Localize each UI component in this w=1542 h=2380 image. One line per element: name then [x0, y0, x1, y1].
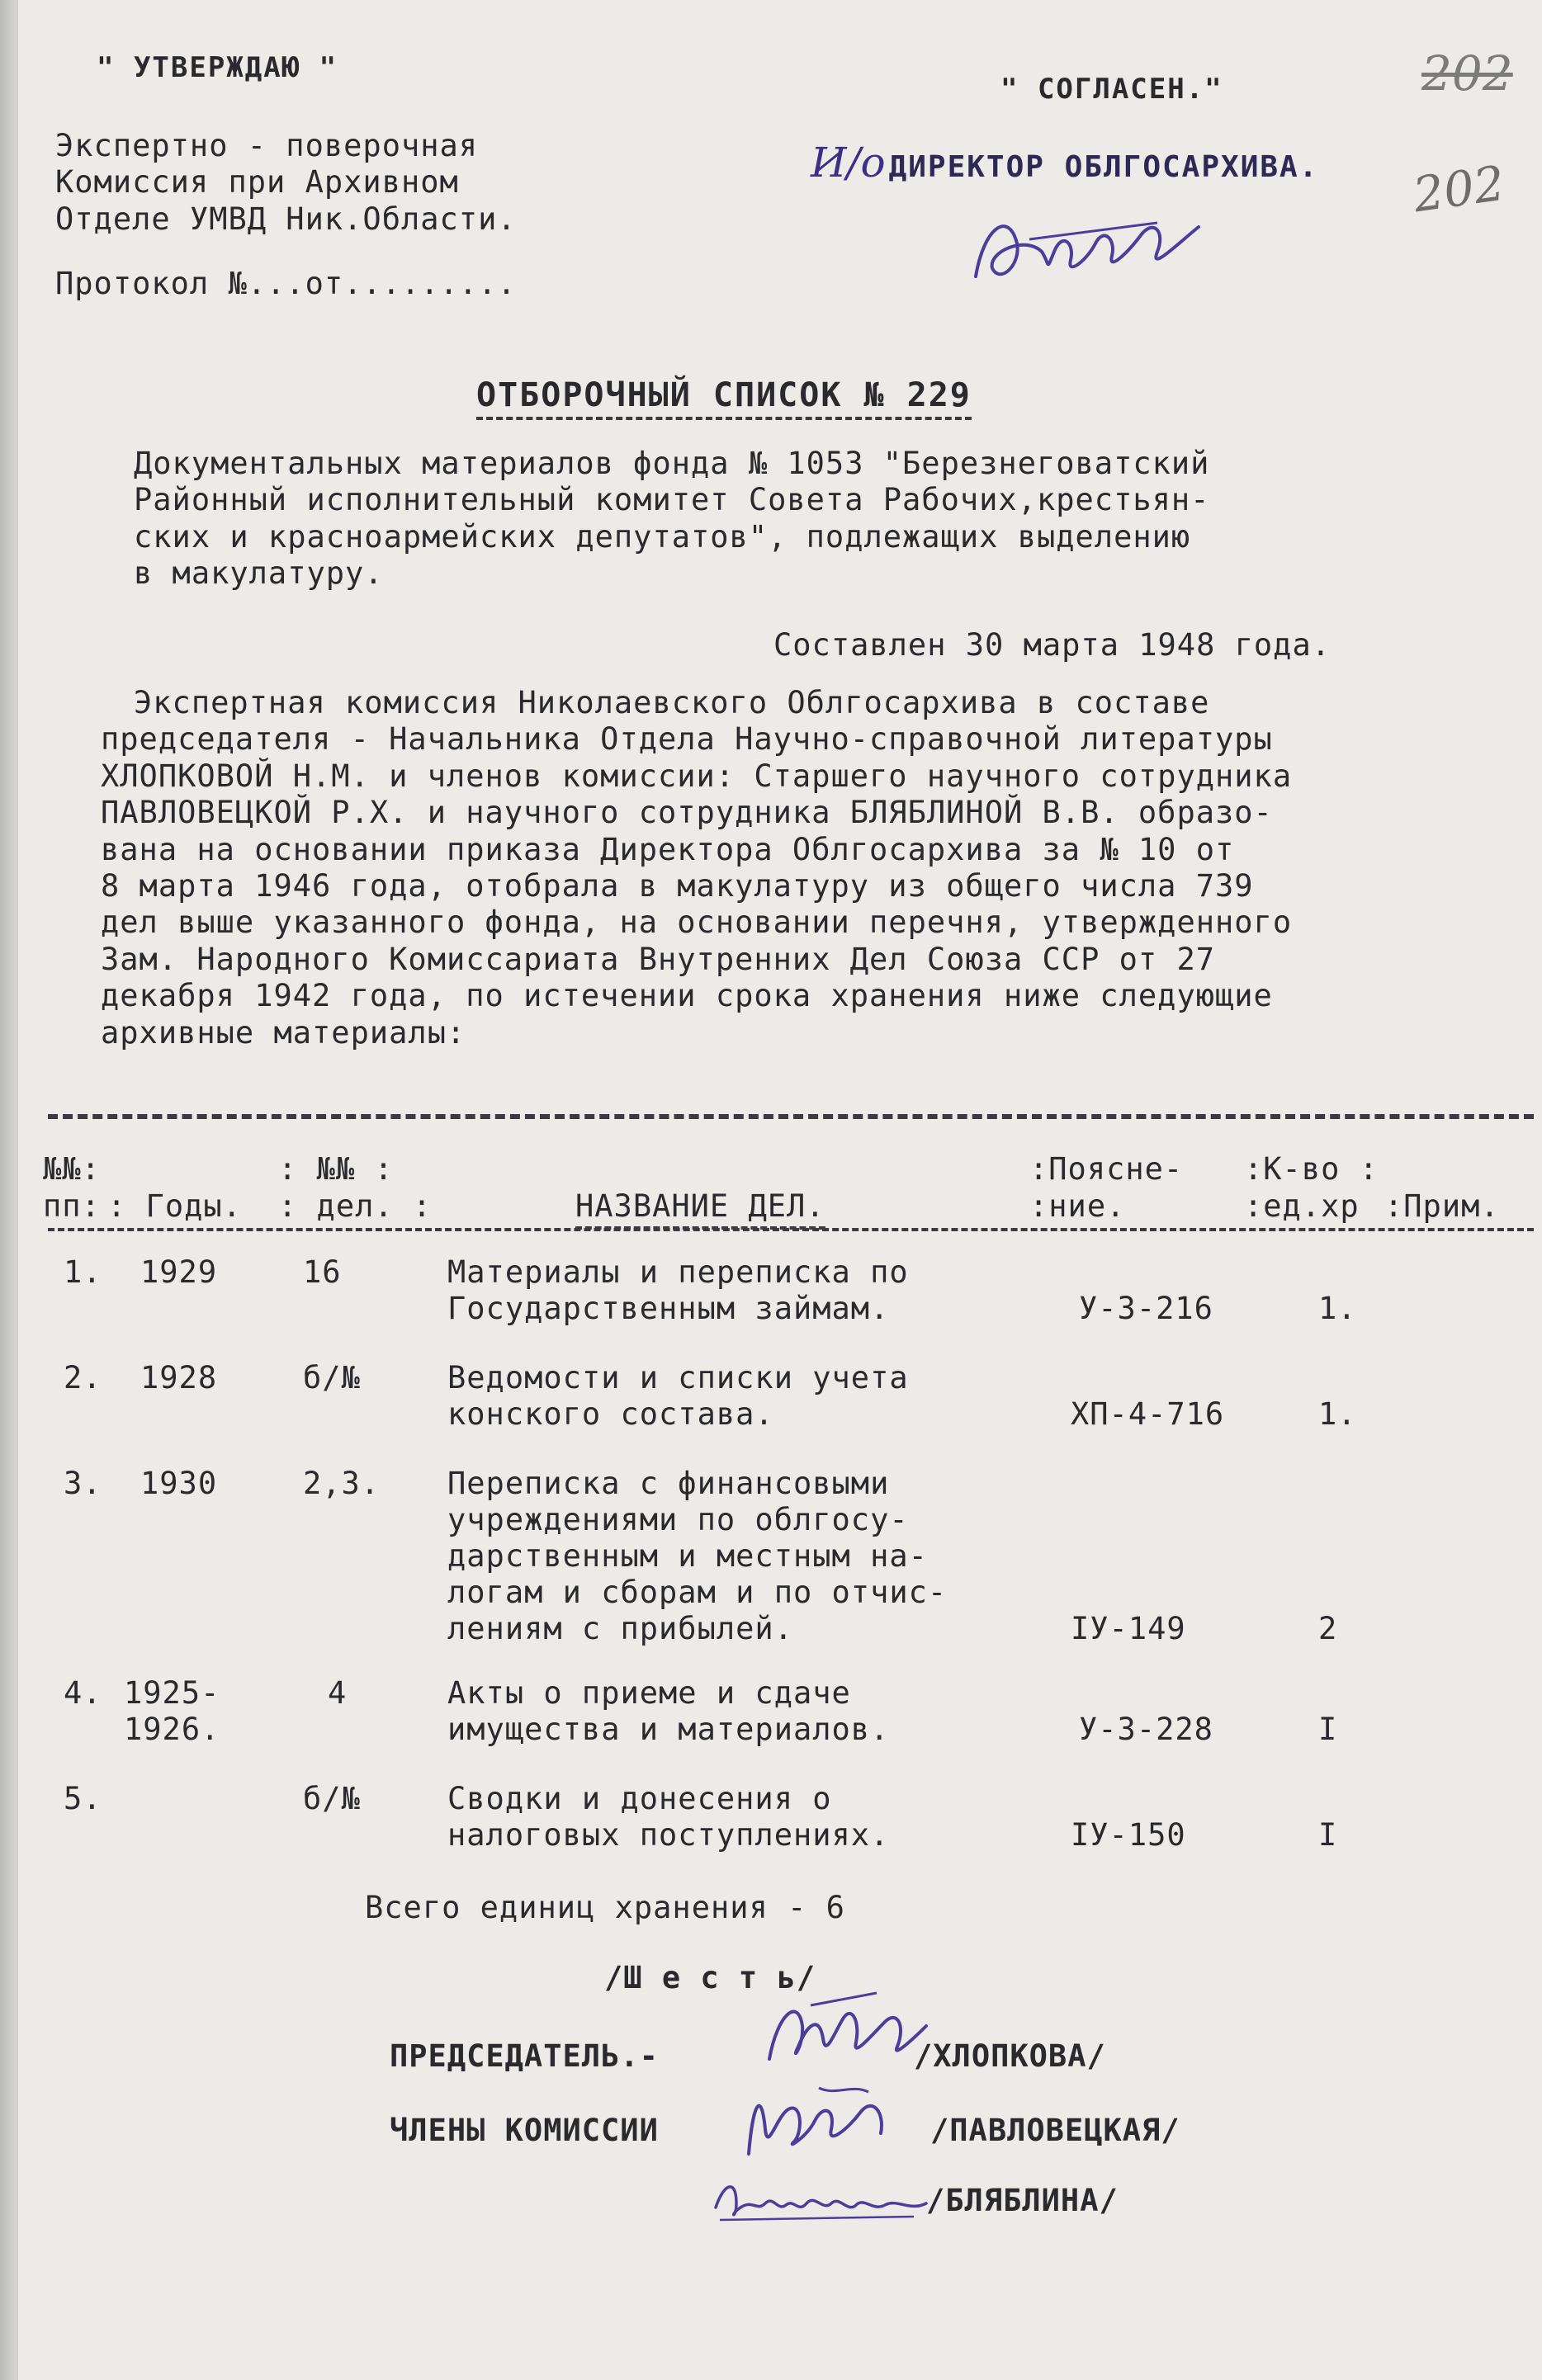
director-signature	[951, 194, 1223, 301]
row-expl: IУ-149	[1071, 1611, 1186, 1646]
intro-line: Документальных материалов фонда № 1053 "Березнеговатский	[134, 446, 1210, 481]
body-line: Экспертная комиссия Николаевского Облгосархива в составе	[134, 685, 1210, 720]
header-note: :Прим.	[1384, 1188, 1500, 1224]
intro-line: Районный исполнительный комитет Совета Рабочих,крестьян-	[134, 482, 1210, 518]
total-words: /Ш е с т ь/	[604, 1960, 816, 1995]
approve-title: " УТВЕРЖДАЮ "	[97, 51, 338, 84]
member2-name: /БЛЯБЛИНА/	[926, 2183, 1119, 2218]
row-expl: У-3-216	[1079, 1291, 1213, 1326]
row-expl: ХП-4-716	[1071, 1396, 1225, 1432]
row-name: имущества и материалов.	[447, 1712, 890, 1747]
row-name: конского состава.	[447, 1396, 774, 1432]
member2-signature	[707, 2162, 939, 2236]
header-num-2: пп:	[43, 1188, 101, 1224]
row-year: 1929	[140, 1254, 218, 1290]
row-num: 5.	[64, 1781, 102, 1816]
body-line: ПАВЛОВЕЦКОЙ Р.Х. и научного сотрудника БЛЯБЛИНОЙ В.В. образо-	[101, 795, 1273, 831]
row-name: Ведомости и списки учета	[447, 1360, 909, 1395]
body-line: дел выше указанного фонда, на основании перечня, утвержденного	[101, 904, 1293, 941]
page-number: 202	[1409, 154, 1508, 224]
row-name: Акты о приеме и сдаче	[447, 1675, 851, 1711]
body-line: председателя - Начальника Отдела Научно-справочной литературы	[101, 721, 1273, 758]
table-top-rule	[48, 1114, 1534, 1119]
body-line: ХЛОПКОВОЙ Н.М. и членов комиссии: Старшего научного сотрудника	[101, 758, 1293, 794]
row-name: Сводки и донесения о	[447, 1781, 832, 1816]
protocol-line: Протокол №...от.........	[55, 266, 517, 301]
row-name: учреждениями по облгосу-	[447, 1502, 909, 1537]
body-line: декабря 1942 года, по истечении срока хранения ниже следующие	[101, 978, 1273, 1014]
row-case: 16	[303, 1254, 342, 1290]
binder-edge	[0, 0, 17, 2380]
header-case-1: : №№ :	[278, 1151, 394, 1187]
row-name: логам и сборам и по отчис-	[447, 1575, 948, 1610]
row-num: 2.	[64, 1360, 102, 1395]
intro-line: в макулатуру.	[134, 555, 384, 592]
approve-line: Комиссия при Архивном	[55, 164, 459, 201]
row-expl: У-3-228	[1079, 1712, 1213, 1747]
body-line: вана на основании приказа Директора Облгосархива за № 10 от	[101, 831, 1235, 867]
approve-block	[55, 128, 517, 238]
row-qty: 2	[1318, 1611, 1338, 1646]
approve-line: Экспертно - поверочная	[55, 128, 479, 163]
member1-name: /ПАВЛОВЕЦКАЯ/	[930, 2113, 1180, 2148]
document-page	[17, 0, 1542, 2380]
body-line: Зам. Народного Комиссариата Внутренних Дел Союза ССР от 27	[101, 941, 1216, 977]
row-name: Материалы и переписка по	[447, 1254, 909, 1290]
row-name: Переписка с финансовыми	[447, 1466, 890, 1501]
row-case: б/№	[303, 1360, 361, 1395]
header-rule	[48, 1228, 1534, 1231]
row-name: налоговых поступлениях.	[447, 1817, 890, 1853]
body-paragraph	[101, 685, 1292, 1051]
header-case-2: : дел. :	[278, 1188, 433, 1224]
agree-title: " СОГЛАСЕН."	[1000, 73, 1223, 106]
body-line: архивные материалы:	[101, 1014, 466, 1051]
row-num: 4.	[64, 1675, 102, 1711]
chair-label: ПРЕДСЕДАТЕЛЬ.-	[390, 2038, 659, 2074]
row-year: 1925- 1926.	[124, 1675, 220, 1748]
row-qty: 1.	[1318, 1291, 1357, 1326]
row-num: 3.	[64, 1466, 102, 1501]
agree-role-block	[811, 139, 1318, 187]
row-year: 1928	[140, 1360, 218, 1395]
row-expl: IУ-150	[1071, 1817, 1186, 1853]
row-qty: 1.	[1318, 1396, 1357, 1432]
approve-line: Отделе УМВД Ник.Области.	[55, 201, 517, 237]
header-expl-1: :Поясне-	[1029, 1151, 1184, 1187]
header-year: : Годы.	[107, 1188, 242, 1224]
total-count: Всего единиц хранения - 6	[365, 1890, 845, 1925]
row-name: дарственным и местным на-	[447, 1538, 928, 1574]
row-name: Государственным займам.	[447, 1291, 890, 1326]
header-name: НАЗВАНИЕ ДЕЛ.	[575, 1188, 825, 1230]
header-qty-1: :К-во :	[1244, 1151, 1379, 1187]
header-expl-2: :ние.	[1029, 1188, 1126, 1224]
row-name: лениям с прибылей.	[447, 1611, 793, 1646]
compiled-date: Составлен 30 марта 1948 года.	[773, 627, 1332, 663]
chair-name: /ХЛОПКОВА/	[914, 2038, 1106, 2074]
row-case: б/№	[303, 1781, 361, 1816]
row-case: 4	[328, 1675, 348, 1711]
row-num: 1.	[64, 1254, 102, 1290]
row-year: 1930	[140, 1466, 218, 1501]
body-line: 8 марта 1946 года, отобрала в макулатуру из общего числа 739	[101, 867, 1254, 904]
row-qty: I	[1318, 1712, 1338, 1747]
members-label: ЧЛЕНЫ КОМИССИИ	[390, 2113, 659, 2148]
row-qty: I	[1318, 1817, 1338, 1853]
page-number-struck: 202	[1421, 45, 1513, 102]
header-qty-2: :ед.хр	[1244, 1188, 1360, 1224]
agree-prefix: И/о	[811, 139, 886, 187]
agree-role: ДИРЕКТОР ОБЛГОСАРХИВА.	[888, 150, 1319, 184]
intro-paragraph	[134, 446, 1209, 593]
row-case: 2,3.	[303, 1466, 381, 1501]
intro-line: ских и красноармейских депутатов", подлежащих выделению	[134, 518, 1191, 555]
document-title: ОТБОРОЧНЫЙ СПИСОК № 229	[476, 375, 972, 420]
header-num-1: №№:	[43, 1151, 101, 1187]
